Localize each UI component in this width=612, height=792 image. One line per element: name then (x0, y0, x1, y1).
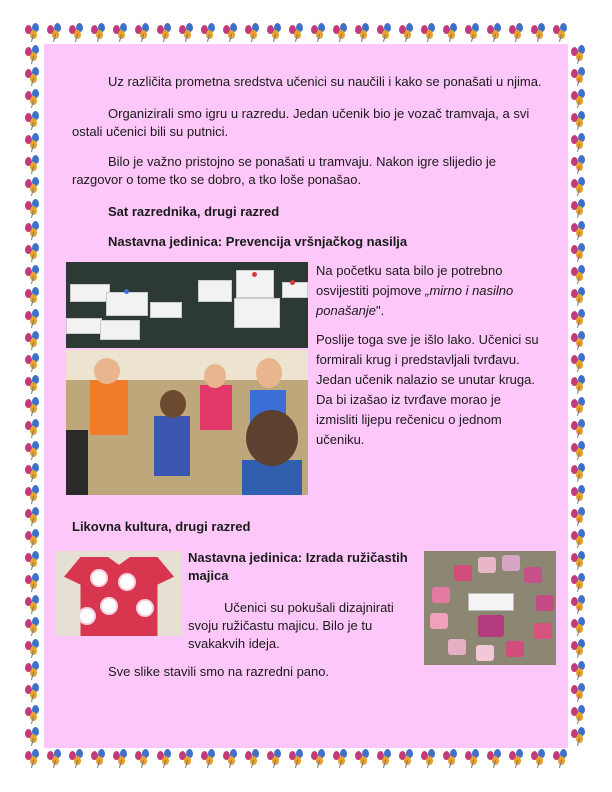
section-2-unit-line-1: Nastavna jedinica: Izrada ružičastih (188, 550, 408, 565)
balloon-icon (264, 748, 286, 770)
balloon-icon (568, 506, 590, 528)
balloon-icon (418, 22, 440, 44)
quote-suffix: ". (376, 303, 385, 318)
paragraph-3-line-1: Bilo je važno pristojno se ponašati u tramvaju. Nakon igre slijedio je (108, 154, 497, 169)
balloon-icon (568, 264, 590, 286)
balloon-icon (22, 198, 44, 220)
balloon-icon (568, 352, 590, 374)
balloon-icon (506, 22, 528, 44)
balloon-icon (440, 22, 462, 44)
section-1-unit: Nastavna jedinica: Prevencija vršnjačkog nasilja (108, 234, 408, 249)
balloon-icon (352, 22, 374, 44)
balloon-icon (568, 484, 590, 506)
section-2-unit-line-2: majica (188, 568, 229, 583)
section-2-para-line-2: svoju ružičastu majicu. Bilo je tu (188, 618, 373, 633)
balloon-icon (308, 22, 330, 44)
balloon-icon (22, 132, 44, 154)
balloon-border-strip (22, 22, 590, 44)
balloon-icon (568, 418, 590, 440)
balloon-icon (330, 748, 352, 770)
balloon-icon (66, 748, 88, 770)
balloon-icon (66, 22, 88, 44)
balloon-icon (22, 110, 44, 132)
quote-part-2: ponašanje (316, 303, 376, 318)
balloon-icon (550, 22, 572, 44)
balloon-icon (22, 286, 44, 308)
balloon-icon (568, 660, 590, 682)
balloon-icon (568, 132, 590, 154)
paragraph-2-line-1: Organizirali smo igru u razredu. Jedan učenik bio je vozač tramvaja, a svi (108, 106, 530, 121)
balloon-icon (374, 748, 396, 770)
balloon-icon (462, 748, 484, 770)
balloon-icon (22, 154, 44, 176)
balloon-icon (568, 88, 590, 110)
balloon-icon (176, 22, 198, 44)
section-2-heading: Likovna kultura, drugi razred (72, 519, 251, 534)
section-1-text-line-3 (316, 301, 384, 321)
balloon-icon (220, 22, 242, 44)
balloon-icon (568, 242, 590, 264)
balloon-icon (22, 682, 44, 704)
balloon-icon (264, 22, 286, 44)
balloon-icon (286, 748, 308, 770)
balloon-icon (132, 748, 154, 770)
balloon-icon (308, 748, 330, 770)
balloon-icon (154, 22, 176, 44)
balloon-icon (110, 748, 132, 770)
section-2-para-line-1: Učenici su pokušali dizajnirati (224, 600, 394, 615)
balloon-icon (568, 286, 590, 308)
balloon-icon (568, 44, 590, 66)
section-2-para-line-3: svakakvih ideja. (188, 636, 280, 651)
balloon-icon (568, 440, 590, 462)
balloon-icon (22, 44, 44, 66)
closing-line: Sve slike stavili smo na razredni pano. (108, 664, 330, 679)
balloon-icon (286, 22, 308, 44)
section-1-para-line-6: učeniku. (316, 432, 365, 447)
balloon-icon (568, 638, 590, 660)
balloon-icon (242, 748, 264, 770)
balloon-icon (462, 22, 484, 44)
balloon-icon (44, 748, 66, 770)
balloon-icon (396, 748, 418, 770)
pink-shirt-photo (56, 551, 182, 636)
paragraph-1: Uz različita prometna sredstva učenici su naučili i kako se ponašati u njima. (108, 74, 542, 89)
balloon-icon (568, 330, 590, 352)
balloon-icon (568, 396, 590, 418)
balloon-icon (568, 462, 590, 484)
balloon-border-strip (22, 748, 590, 770)
section-1-text-line-2 (316, 281, 513, 301)
balloon-icon (132, 22, 154, 44)
balloon-icon (22, 22, 44, 44)
balloon-icon (88, 22, 110, 44)
balloon-icon (374, 22, 396, 44)
balloon-icon (154, 748, 176, 770)
balloon-icon (22, 308, 44, 330)
balloon-icon (418, 748, 440, 770)
balloon-icon (220, 748, 242, 770)
balloon-icon (506, 748, 528, 770)
balloon-icon (568, 594, 590, 616)
section-1-para-line-2: formirali krug i predstavljali tvrđavu. (316, 352, 520, 367)
balloon-icon (484, 748, 506, 770)
balloon-icon (22, 330, 44, 352)
balloon-icon (88, 748, 110, 770)
balloon-icon (110, 22, 132, 44)
balloon-icon (22, 572, 44, 594)
quote-part-1: „mirno i nasilno (425, 283, 514, 298)
balloon-icon (242, 22, 264, 44)
balloon-border-strip (22, 44, 44, 748)
balloon-icon (198, 22, 220, 44)
balloon-icon (568, 616, 590, 638)
balloon-icon (22, 462, 44, 484)
balloon-icon (568, 704, 590, 726)
balloon-icon (568, 110, 590, 132)
section-1-para-line-5: izmisliti lijepu rečenicu o jednom (316, 412, 502, 427)
balloon-icon (568, 528, 590, 550)
balloon-icon (352, 748, 374, 770)
balloon-icon (22, 704, 44, 726)
paragraph-2-line-2: ostali učenici bili su putnici. (72, 124, 229, 139)
balloon-icon (484, 22, 506, 44)
balloon-icon (22, 594, 44, 616)
balloon-icon (22, 352, 44, 374)
balloon-icon (22, 440, 44, 462)
balloon-icon (568, 374, 590, 396)
balloon-icon (22, 726, 44, 748)
shirt-display-photo (424, 551, 556, 665)
balloon-icon (568, 154, 590, 176)
balloon-icon (22, 748, 44, 770)
balloon-icon (22, 88, 44, 110)
balloon-icon (22, 550, 44, 572)
section-1-text-line-1: Na početku sata bilo je potrebno (316, 263, 503, 278)
balloon-icon (22, 396, 44, 418)
balloon-icon (22, 616, 44, 638)
balloon-icon (568, 220, 590, 242)
balloon-icon (22, 176, 44, 198)
section-1-text-line-2-start: osvijestiti pojmove (316, 283, 422, 298)
balloon-icon (22, 66, 44, 88)
section-1-heading: Sat razrednika, drugi razred (108, 204, 280, 219)
balloon-icon (568, 198, 590, 220)
balloon-icon (568, 682, 590, 704)
balloon-icon (198, 748, 220, 770)
balloon-icon (22, 638, 44, 660)
balloon-icon (568, 176, 590, 198)
balloon-icon (528, 748, 550, 770)
balloon-icon (22, 220, 44, 242)
balloon-icon (22, 506, 44, 528)
section-1-para-line-4: Da bi izašao iz tvrđave morao je (316, 392, 501, 407)
balloon-border-strip (568, 44, 590, 748)
balloon-icon (396, 22, 418, 44)
balloon-icon (568, 550, 590, 572)
paragraph-3-line-2: razgovor o tome tko se dobro, a tko loše ponašao. (72, 172, 362, 187)
section-1-para-line-1: Poslije toga sve je išlo lako. Učenici su (316, 332, 539, 347)
balloon-icon (22, 528, 44, 550)
section-1-para-line-3: Jedan učenik nalazio se unutar kruga. (316, 372, 535, 387)
balloon-icon (176, 748, 198, 770)
balloon-icon (550, 748, 572, 770)
balloon-icon (568, 308, 590, 330)
balloon-icon (22, 374, 44, 396)
balloon-icon (22, 264, 44, 286)
balloon-icon (568, 66, 590, 88)
classroom-board-photo (66, 262, 308, 348)
balloon-icon (44, 22, 66, 44)
balloon-icon (22, 660, 44, 682)
balloon-icon (22, 484, 44, 506)
balloon-icon (22, 418, 44, 440)
balloon-icon (330, 22, 352, 44)
balloon-icon (528, 22, 550, 44)
balloon-icon (22, 242, 44, 264)
children-circle-photo (66, 350, 308, 495)
balloon-icon (440, 748, 462, 770)
balloon-icon (568, 726, 590, 748)
balloon-icon (568, 572, 590, 594)
